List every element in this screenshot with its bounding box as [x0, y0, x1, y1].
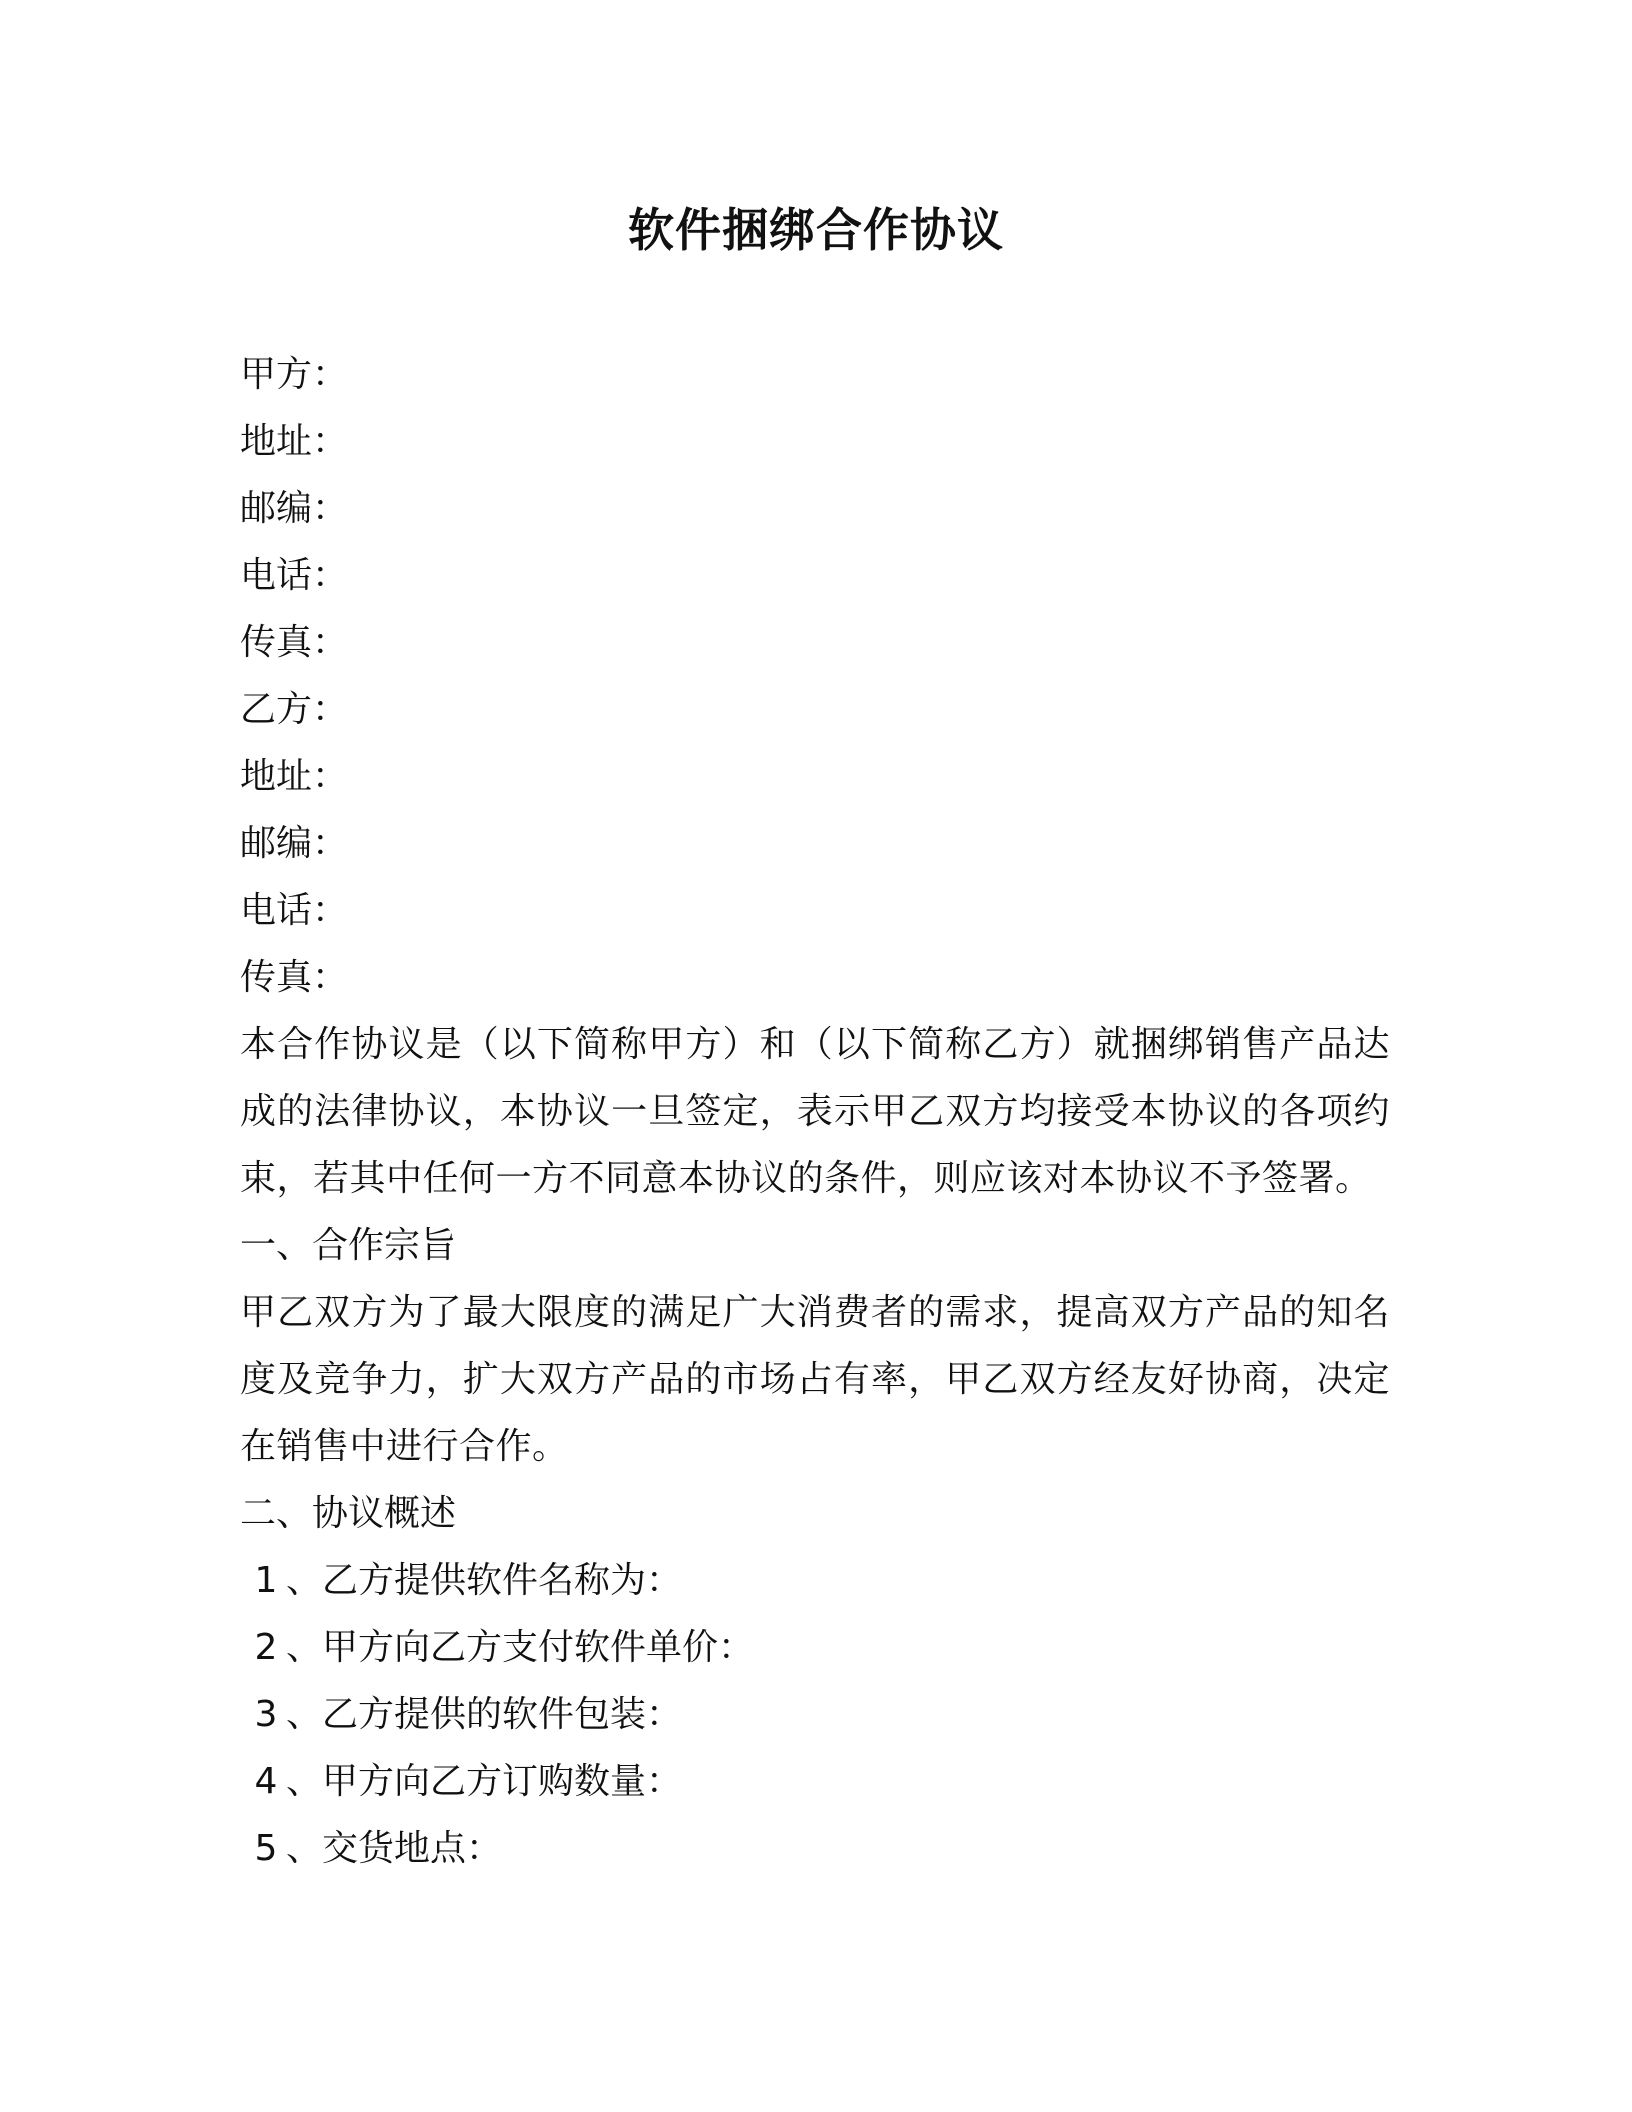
list-item-text: 、乙方提供的软件包装： — [286, 1694, 683, 1735]
party-a-fax-label: 传真： — [240, 622, 349, 663]
list-item-number: 2 — [254, 1627, 278, 1668]
list-item — [240, 1681, 1390, 1748]
party-b-postcode-row — [240, 810, 1390, 877]
section-1-heading: 一、合作宗旨 — [240, 1225, 457, 1266]
party-b-phone-label: 电话： — [240, 890, 349, 931]
party-a-phone-label: 电话： — [240, 555, 349, 596]
list-item-text: 、乙方提供软件名称为： — [286, 1560, 683, 1601]
party-b-address-row — [240, 743, 1390, 810]
list-item-number: 1 — [254, 1560, 278, 1601]
list-item — [240, 1547, 1390, 1614]
party-a-label: 甲方： — [240, 354, 349, 395]
party-a-address-label: 地址： — [240, 421, 349, 462]
document-title: 软件捆绑合作协议 — [628, 203, 1004, 257]
list-item — [240, 1748, 1390, 1815]
section-1-text: 甲乙双方为了最大限度的满足广大消费者的需求，提高双方产品的知名度及竞争力，扩大双方产品的市场占有率，甲乙双方经友好协商，决定在销售中进行合作。 — [240, 1292, 1390, 1467]
list-item — [240, 1614, 1390, 1681]
document-body — [240, 341, 1390, 1882]
party-b-label: 乙方： — [240, 689, 349, 730]
party-b-fax-label: 传真： — [240, 957, 349, 998]
section-2-heading: 二、协议概述 — [240, 1493, 457, 1534]
list-item-number: 3 — [254, 1694, 278, 1735]
intro-paragraph: 本合作协议是（以下简称甲方）和（以下简称乙方）就捆绑销售产品达成的法律协议，本协议一旦签定，表示甲乙双方均接受本协议的各项约束，若其中任何一方不同意本协议的条件，则应该对本协议不予签署。 — [240, 1024, 1390, 1199]
list-item-text: 、甲方向乙方订购数量： — [286, 1761, 683, 1802]
party-b-fax-row — [240, 944, 1390, 1011]
party-b-address-label: 地址： — [240, 756, 349, 797]
list-item — [240, 1815, 1390, 1882]
party-b-row — [240, 676, 1390, 743]
party-a-address-row — [240, 408, 1390, 475]
party-b-phone-row — [240, 877, 1390, 944]
party-a-phone-row — [240, 542, 1390, 609]
party-b-postcode-label: 邮编： — [240, 823, 349, 864]
party-a-fax-row — [240, 609, 1390, 676]
party-a-postcode-row — [240, 475, 1390, 542]
list-item-number: 4 — [254, 1761, 278, 1802]
party-a-row — [240, 341, 1390, 408]
list-item-text: 、交货地点： — [286, 1828, 503, 1869]
list-item-text: 、甲方向乙方支付软件单价： — [286, 1627, 755, 1668]
party-a-postcode-label: 邮编： — [240, 488, 349, 529]
list-item-number: 5 — [254, 1828, 278, 1869]
